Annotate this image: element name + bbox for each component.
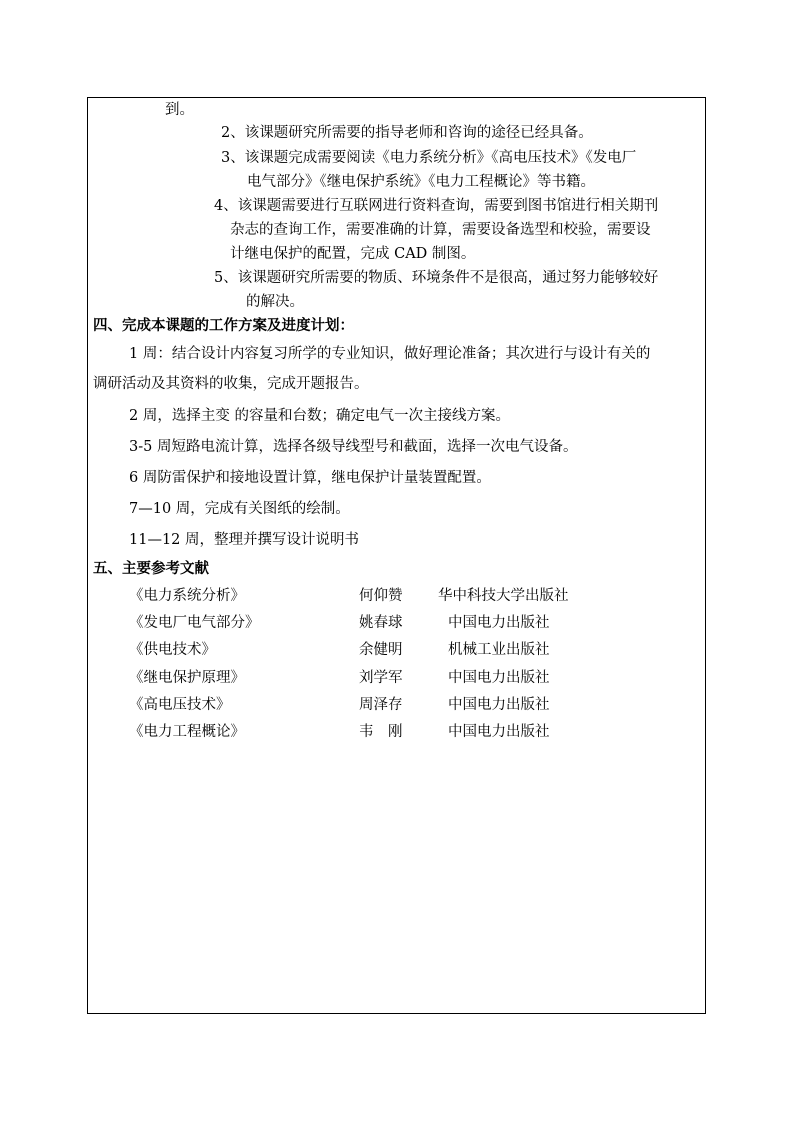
plan-week-1-line2: 调研活动及其资料的收集，完成开题报告。 (93, 376, 369, 392)
conditions-continuation: 到。 (165, 102, 194, 118)
condition-item-5-line2: 的解决。 (246, 294, 304, 310)
plan-week-6: 6 周防雷保护和接地设置计算，继电保护计量装置配置。 (129, 470, 491, 486)
reference-author: 周泽存 (359, 697, 403, 713)
reference-author: 姚春球 (359, 615, 403, 631)
plan-week-2: 2 周，选择主变 的容量和台数；确定电气一次主接线方案。 (129, 408, 510, 424)
reference-title: 《继电保护原理》 (129, 670, 245, 686)
reference-publisher: 机械工业出版社 (448, 642, 550, 658)
reference-title: 《电力工程概论》 (129, 724, 245, 740)
plan-week-1-line1: 1 周：结合设计内容复习所学的专业知识，做好理论准备；其次进行与设计有关的 (129, 346, 651, 362)
reference-title: 《电力系统分析》 (129, 588, 245, 604)
condition-item-3-line2: 电气部分》《继电保护系统》《电力工程概论》等书籍。 (247, 174, 595, 190)
reference-author: 何仰赞 (359, 588, 403, 604)
condition-item-4-line1: 4、该课题需要进行互联网进行资料查询，需要到图书馆进行相关期刊 (214, 198, 659, 214)
section-4-heading: 四、完成本课题的工作方案及进度计划： (93, 318, 354, 334)
reference-publisher: 中国电力出版社 (448, 724, 550, 740)
plan-week-11-12: 11—12 周，整理并撰写设计说明书 (129, 532, 360, 548)
reference-title: 《高电压技术》 (129, 697, 231, 713)
plan-week-3-5: 3-5 周短路电流计算，选择各级导线型号和截面，选择一次电气设备。 (129, 439, 578, 455)
reference-publisher: 华中科技大学出版社 (438, 588, 569, 604)
reference-author: 韦 刚 (359, 724, 403, 740)
reference-publisher: 中国电力出版社 (448, 697, 550, 713)
condition-item-3-line1: 3、该课题完成需要阅读《电力系统分析》《高电压技术》《发电厂 (221, 150, 637, 166)
condition-item-2: 2、该课题研究所需要的指导老师和咨询的途径已经具备。 (221, 125, 593, 141)
reference-title: 《发电厂电气部分》 (129, 615, 260, 631)
reference-title: 《供电技术》 (129, 642, 216, 658)
condition-item-5-line1: 5、该课题研究所需要的物质、环境条件不是很高，通过努力能够较好 (214, 270, 659, 286)
condition-item-4-line2: 杂志的查询工作，需要准确的计算，需要设备选型和校验，需要设 (230, 222, 651, 238)
reference-publisher: 中国电力出版社 (448, 670, 550, 686)
section-5-heading: 五、主要参考文献 (93, 561, 209, 577)
reference-publisher: 中国电力出版社 (448, 615, 550, 631)
plan-week-7-10: 7—10 周，完成有关图纸的绘制。 (129, 501, 350, 517)
condition-item-4-line3: 计继电保护的配置，完成 CAD 制图。 (230, 246, 476, 262)
reference-author: 刘学军 (359, 670, 403, 686)
reference-author: 余健明 (359, 642, 403, 658)
